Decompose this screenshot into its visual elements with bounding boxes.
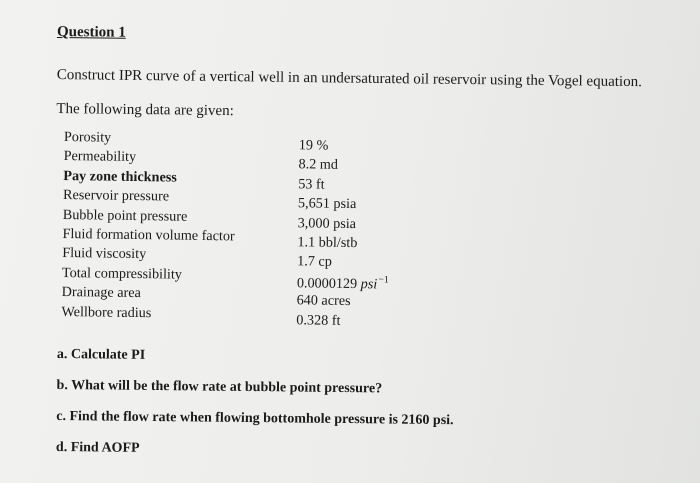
data-label: Porosity	[63, 129, 112, 146]
data-value: 8.2 md	[298, 156, 339, 174]
sub-question-d	[56, 440, 454, 475]
data-label: Permeability	[63, 148, 137, 166]
data-value: 53 ft	[298, 176, 325, 193]
data-label: Pay zone thickness	[63, 167, 177, 186]
data-value-exponent: −1	[378, 274, 390, 286]
data-label: Bubble point pressure	[62, 206, 188, 225]
data-value: 640 acres	[296, 292, 351, 310]
data-value: 5,651 psia	[297, 195, 357, 213]
data-value-unit: psi	[360, 275, 378, 293]
data-label: Wellbore radius	[61, 303, 152, 321]
question-title: Question 1	[56, 24, 126, 41]
sub-question-c	[56, 409, 454, 444]
sub-question-text: Calculate PI	[70, 347, 146, 363]
sub-question-letter: c.	[56, 408, 67, 425]
sub-question-letter: b.	[56, 377, 68, 394]
sub-question-a	[57, 347, 455, 382]
question-intro: Construct IPR curve of a vertical well in an undersaturated oil reservoir using the Vogel equation. The following data are given:	[56, 66, 642, 120]
data-label: Drainage area	[61, 284, 141, 302]
data-label: Fluid viscosity	[62, 245, 147, 263]
data-label: Fluid formation volume factor	[62, 225, 235, 245]
data-value: 1.7 cp	[297, 253, 332, 271]
data-value-number: 0.0000129	[296, 275, 358, 292]
data-label: Reservoir pressure	[62, 187, 170, 205]
sub-question-text: Find AOFP	[70, 440, 140, 456]
data-value	[297, 273, 389, 293]
sub-questions-list	[56, 347, 455, 475]
data-label: Total compressibility	[61, 264, 183, 283]
data-value: 0.328 ft	[296, 311, 341, 329]
sub-question-letter: a.	[56, 347, 68, 363]
data-value: 1.1 bbl/stb	[297, 234, 358, 252]
data-value: 19 %	[298, 137, 329, 154]
data-value: 3,000 psia	[297, 214, 357, 232]
given-data-table	[61, 129, 390, 329]
sub-question-letter: d.	[55, 439, 68, 456]
sub-question-b	[56, 378, 454, 413]
sub-question-text: What will be the flow rate at bubble point pressure?	[71, 378, 383, 397]
sub-question-text: Find the flow rate when flowing bottomhole pressure is 2160 psi.	[69, 409, 454, 429]
